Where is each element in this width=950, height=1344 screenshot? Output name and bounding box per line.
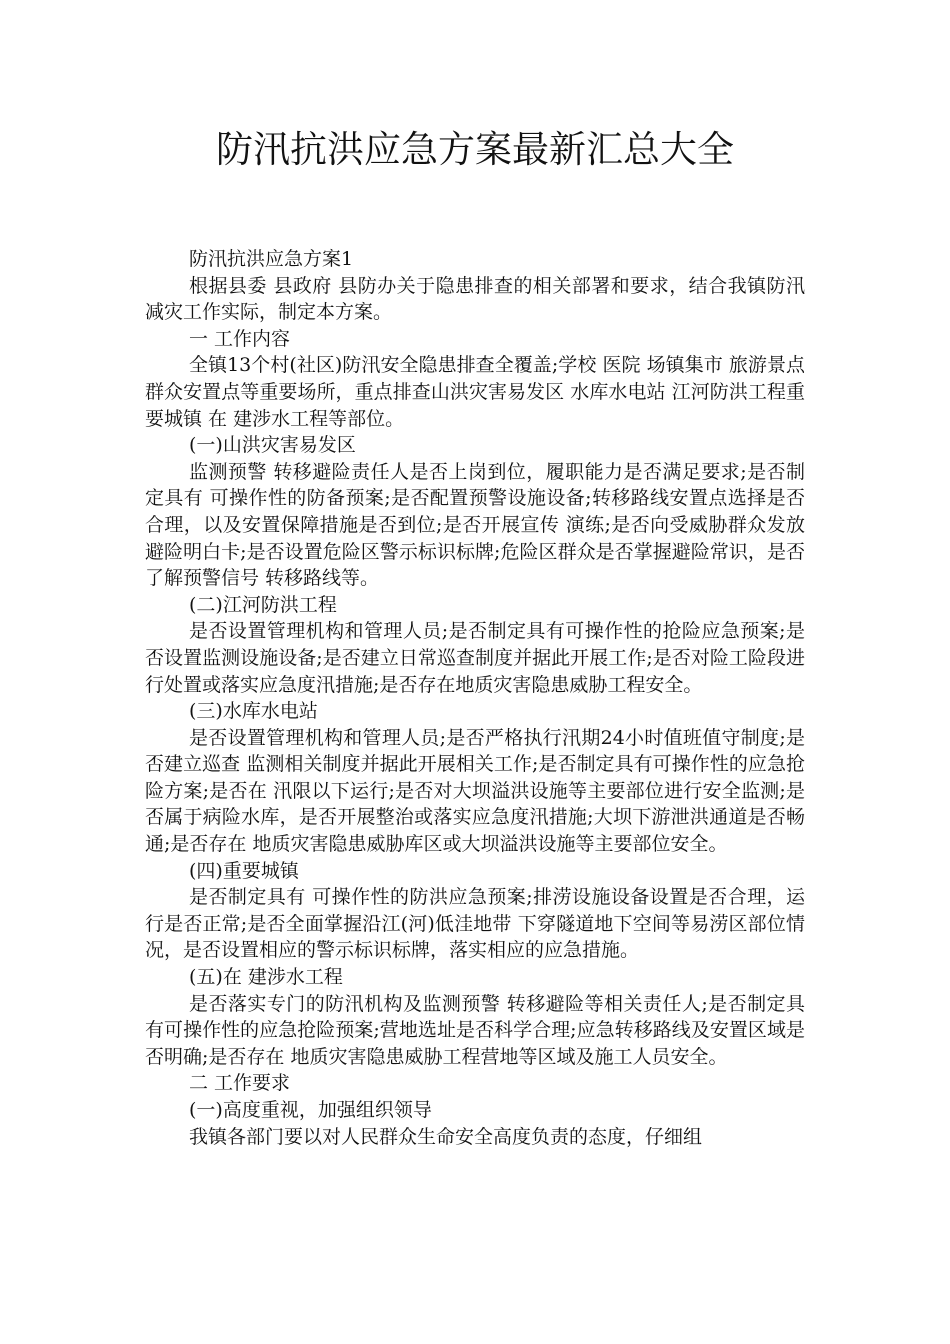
body-paragraph: 是否落实专门的防汛机构及监测预警 转移避险等相关责任人;是否制定具有可操作性的应急抢险预案;营地选址是否科学合理;应急转移路线及安置区域是否明确;是否存在 地质灾害隐患威胁工程营地等区域及施工人员安全。 <box>145 992 805 1068</box>
document-title: 防汛抗洪应急方案最新汇总大全 <box>216 128 734 171</box>
subsection-heading: (三)水库水电站 <box>189 700 318 723</box>
body-paragraph: 监测预警 转移避险责任人是否上岗到位，履职能力是否满足要求;是否制定具有 可操作性的防备预案;是否配置预警设施设备;转移路线安置点选择是否合理，以及安置保障措施是否到位;是否开展宣传 演练;是否向受威胁群众发放避险明白卡;是否设置危险区警示标识标牌;危险区群众是否掌握避险常识，是否了解预警信号 转移路线等。 <box>145 460 805 590</box>
body-paragraph: 是否设置管理机构和管理人员;是否严格执行汛期24小时值班值守制度;是否建立巡查 监测相关制度并据此开展相关工作;是否制定具有可操作性的应急抢险方案;是否在 汛限以下运行;是否对大坝溢洪设施等主要部位进行安全监测;是否属于病险水库，是否开展整治或落实应急度汛措施;大坝下游泄洪通道是否畅通;是否存在 地质灾害隐患威胁库区或大坝溢洪设施等主要部位安全。 <box>145 726 805 856</box>
body-paragraph: 全镇13个村(社区)防汛安全隐患排查全覆盖;学校 医院 场镇集市 旅游景点 群众安置点等重要场所，重点排查山洪灾害易发区 水库水电站 江河防洪工程重要城镇 在 建涉水工程等部位。 <box>145 354 805 430</box>
subsection-heading: (一)高度重视，加强组织领导 <box>189 1099 432 1121</box>
subsection-heading: (二)江河防洪工程 <box>189 593 337 616</box>
body-paragraph: 是否制定具有 可操作性的防洪应急预案;排涝设施设备设置是否合理，运行是否正常;是否全面掌握沿江(河)低洼地带 下穿隧道地下空间等易涝区部位情况，是否设置相应的警示标识标牌，落实相应的应急措施。 <box>145 886 805 962</box>
body-paragraph: 是否设置管理机构和管理人员;是否制定具有可操作性的抢险应急预案;是否设置监测设施设备;是否建立日常巡查制度并据此开展工作;是否对险工险段进行处置或落实应急度汛措施;是否存在地质灾害隐患威胁工程安全。 <box>145 620 805 696</box>
subsection-heading: (五)在 建涉水工程 <box>189 966 343 989</box>
section-heading: 防汛抗洪应急方案1 <box>189 248 354 270</box>
section-heading: 二 工作要求 <box>189 1072 291 1095</box>
subsection-heading: (一)山洪灾害易发区 <box>189 434 356 457</box>
subsection-heading: (四)重要城镇 <box>189 859 299 882</box>
body-paragraph: 我镇各部门要以对人民群众生命安全高度负责的态度，仔细组 <box>189 1125 703 1148</box>
section-heading: 一 工作内容 <box>189 327 291 350</box>
document-body <box>145 246 805 1150</box>
body-paragraph: 根据县委 县政府 县防办关于隐患排查的相关部署和要求，结合我镇防汛减灾工作实际，制定本方案。 <box>145 274 805 324</box>
